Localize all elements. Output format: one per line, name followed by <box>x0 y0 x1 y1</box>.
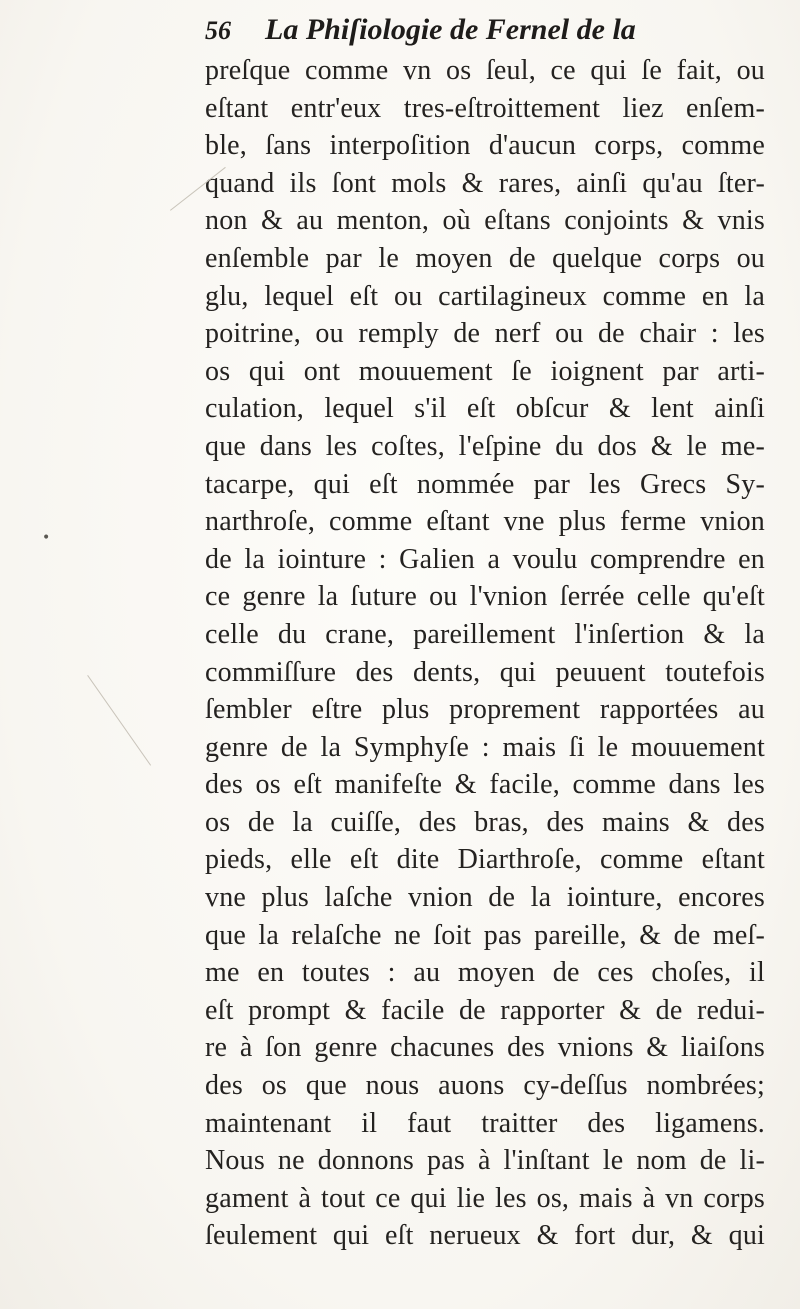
text-line: me en toutes : au moyen de ces choſes, il <box>205 957 765 989</box>
text-line: celle du crane, pareillement l'inſertion & la <box>205 618 765 650</box>
text-line: preſque comme vn os ſeul, ce qui ſe fait, ou <box>205 55 765 86</box>
text-line: des os eſt manifeſte & facile, comme dans les <box>205 769 765 801</box>
text-line: narthroſe, comme eſtant vne plus ferme vnion <box>205 506 765 538</box>
text-line: os qui ont mouuement ſe ioignent par arti- <box>205 355 765 387</box>
text-line: gament à tout ce qui lie les os, mais à vn corps <box>205 1182 765 1214</box>
text-line: vne plus laſche vnion de la iointure, encores <box>205 882 765 914</box>
text-line: commiſſure des dents, qui peuuent toutefois <box>205 656 765 688</box>
text-line: quand ils ſont mols & rares, ainſi qu'au ſter- <box>205 167 765 199</box>
margin-dot: • <box>42 530 51 546</box>
stray-mark <box>87 675 151 766</box>
body-text <box>205 52 765 1255</box>
text-line: que la relaſche ne ſoit pas pareille, & de meſ- <box>205 919 765 951</box>
text-line: os de la cuiſſe, des bras, des mains & des <box>205 806 765 838</box>
text-line: que dans les coſtes, l'eſpine du dos & le me- <box>205 430 765 462</box>
text-line: pieds, elle eſt dite Diarthroſe, comme eſtant <box>205 844 765 876</box>
text-line: re à ſon genre chacunes des vnions & liaiſons <box>205 1032 765 1064</box>
text-line: genre de la Symphyſe : mais ſi le mouuement <box>205 731 765 763</box>
text-line: eſt prompt & facile de rapporter & de redui- <box>205 994 765 1026</box>
text-line: de la iointure : Galien a voulu comprendre en <box>205 543 765 575</box>
text-line: culation, lequel s'il eſt obſcur & lent ainſi <box>205 393 765 425</box>
text-line: tacarpe, qui eſt nommée par les Grecs Sy- <box>205 468 765 500</box>
text-line: Nous ne donnons pas à l'inſtant le nom de li- <box>205 1145 765 1177</box>
text-line: ce genre la ſuture ou l'vnion ſerrée celle qu'eſt <box>205 581 765 613</box>
text-line: eſtant entr'eux tres-eſtroittement liez enſem- <box>205 92 765 124</box>
text-line: maintenant il faut traitter des ligamens. <box>205 1107 765 1139</box>
text-line: non & au menton, où eſtans conjoints & vnis <box>205 205 765 237</box>
text-line: ſeulement qui eſt nerueux & fort dur, & qui <box>205 1220 765 1252</box>
page-number: 56 <box>205 16 231 45</box>
text-line: des os que nous auons cy-deſſus nombrées; <box>205 1070 765 1102</box>
running-header <box>205 10 765 50</box>
text-line: poitrine, ou remply de nerf ou de chair : les <box>205 318 765 350</box>
running-title: La Phiſiologie de Fernel de la <box>265 13 636 46</box>
text-line: ſembler eſtre plus proprement rapportées au <box>205 694 765 726</box>
text-line: enſemble par le moyen de quelque corps ou <box>205 242 765 274</box>
text-line: ble, ſans interpoſition d'aucun corps, comme <box>205 130 765 162</box>
text-line: glu, lequel eſt ou cartilagineux comme en la <box>205 280 765 312</box>
